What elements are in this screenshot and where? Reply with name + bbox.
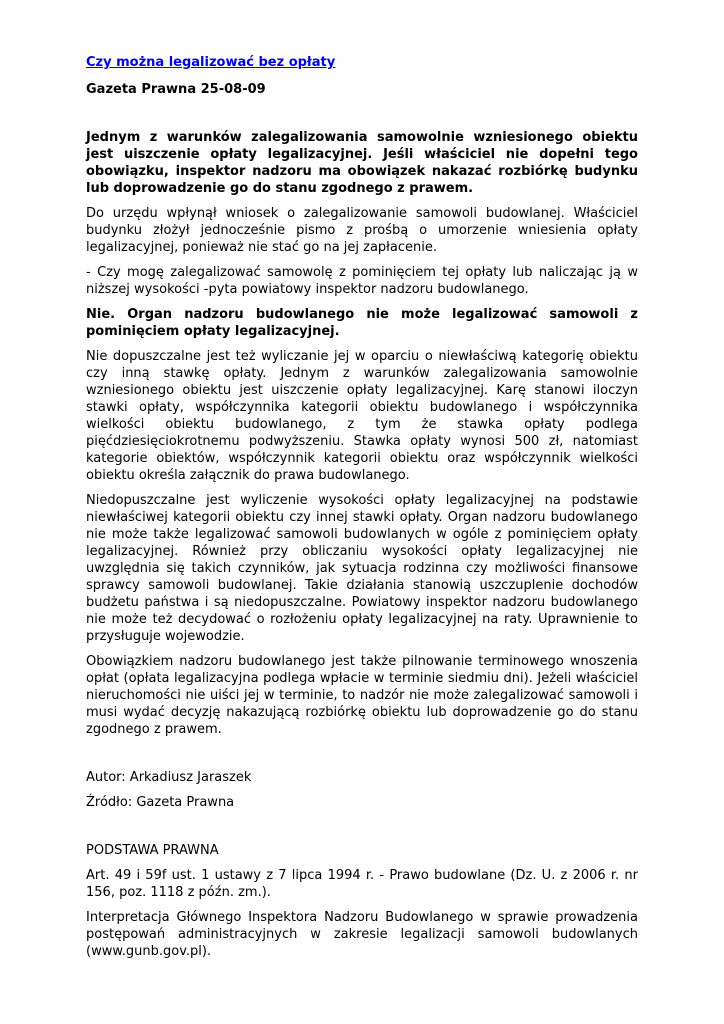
- source-line: Źródło: Gazeta Prawna: [86, 795, 235, 810]
- body-paragraph: Niedopuszczalne jest wyliczenie wysokości opłaty legalizacyjnej na podstawie niewłaściwej kategorii obiektu czy innej stawki opłaty. Organ nadzoru budowlanego nie może także legalizować samowoli budowlanych w ogóle z pominięciem opłaty legalizacyjnej. Również przy obliczaniu wysokości opłaty legalizacyjnej nie uwzględnia się takich czynników, jak sytuacja rodzinna czy możliwości finansowe sprawcy samowoli budowlanej. Takie działania stanowią uszczuplenie dochodów budżetu państwa i są niedopuszczalne. Powiatowy inspektor nadzoru budowlanego nie może też decydować o rozłożeniu opłaty legalizacyjnej na raty. Uprawnienie to przysługuje wojewodzie.: [86, 493, 638, 644]
- article-meta: [86, 769, 638, 811]
- legal-basis-heading: PODSTAWA PRAWNA: [86, 843, 219, 858]
- body-paragraph: Obowiązkiem nadzoru budowlanego jest także pilnowanie terminowego wnoszenia opłat (opłata legalizacyjna podlega wpłacie w terminie siedmiu dni). Jeżeli właściciel nieruchomości nie uiści jej w terminie, to nadzór nie może zalegalizować samowoli i musi wydać decyzję nakazującą rozbiórkę obiektu lub doprowadzenie go do stanu zgodnego z prawem.: [86, 654, 638, 737]
- legal-basis-item: Interpretacja Głównego Inspektora Nadzoru Budowlanego w sprawie prowadzenia postępowań administracyjnych w zakresie legalizacji samowoli budowlanych (www.gunb.gov.pl).: [86, 910, 638, 959]
- author-line: Autor: Arkadiusz Jaraszek: [86, 770, 252, 785]
- publication-source-date: Gazeta Prawna 25-08-09: [86, 82, 266, 97]
- article-title-link[interactable]: Czy można legalizować bez opłaty: [86, 55, 336, 70]
- article-lead: Jednym z warunków zalegalizowania samowolnie wzniesionego obiektu jest uiszczenie opłaty legalizacyjnej. Jeśli właściciel nie dopełni tego obowiązku, inspektor nadzoru ma obowiązek nakazać rozbiórkę budynku lub doprowadzenie go do stanu zgodnego z prawem.: [86, 130, 638, 196]
- reader-question: - Czy mogę zalegalizować samowolę z pominięciem tej opłaty lub naliczając ją w niższej wysokości -pyta powiatowy inspektor nadzoru budowlanego.: [86, 265, 638, 297]
- question-intro: Do urzędu wpłynął wniosek o zalegalizowanie samowoli budowlanej. Właściciel budynku złożył jednocześnie pismo z prośbą o umorzenie wniesienia opłaty legalizacyjnej, ponieważ nie stać go na jej zapłacenie.: [86, 206, 638, 255]
- body-paragraph: Nie dopuszczalne jest też wyliczanie jej w oparciu o niewłaściwą kategorię obiektu czy inną stawkę opłaty. Jednym z warunków zalegalizowania samowolnie wzniesionego obiektu jest uiszczenie opłaty legalizacyjnej. Karę stanowi iloczyn stawki opłaty, współczynnika kategorii obiektu budowlanego i współczynnika wielkości obiektu budowlanego, z tym że stawka opłaty podlega pięćdziesięciokrotnemu podwyższeniu. Stawka opłaty wynosi 500 zł, natomiast kategorie obiektów, współczynnik kategorii obiektu oraz współczynnik wielkości obiektu określa załącznik do prawa budowlanego.: [86, 349, 638, 483]
- answer-summary: Nie. Organ nadzoru budowlanego nie może legalizować samowoli z pominięciem opłaty legalizacyjnej.: [86, 307, 638, 339]
- legal-basis-item: Art. 49 i 59f ust. 1 ustawy z 7 lipca 1994 r. - Prawo budowlane (Dz. U. z 2006 r. nr 156, poz. 1118 z późn. zm.).: [86, 868, 638, 900]
